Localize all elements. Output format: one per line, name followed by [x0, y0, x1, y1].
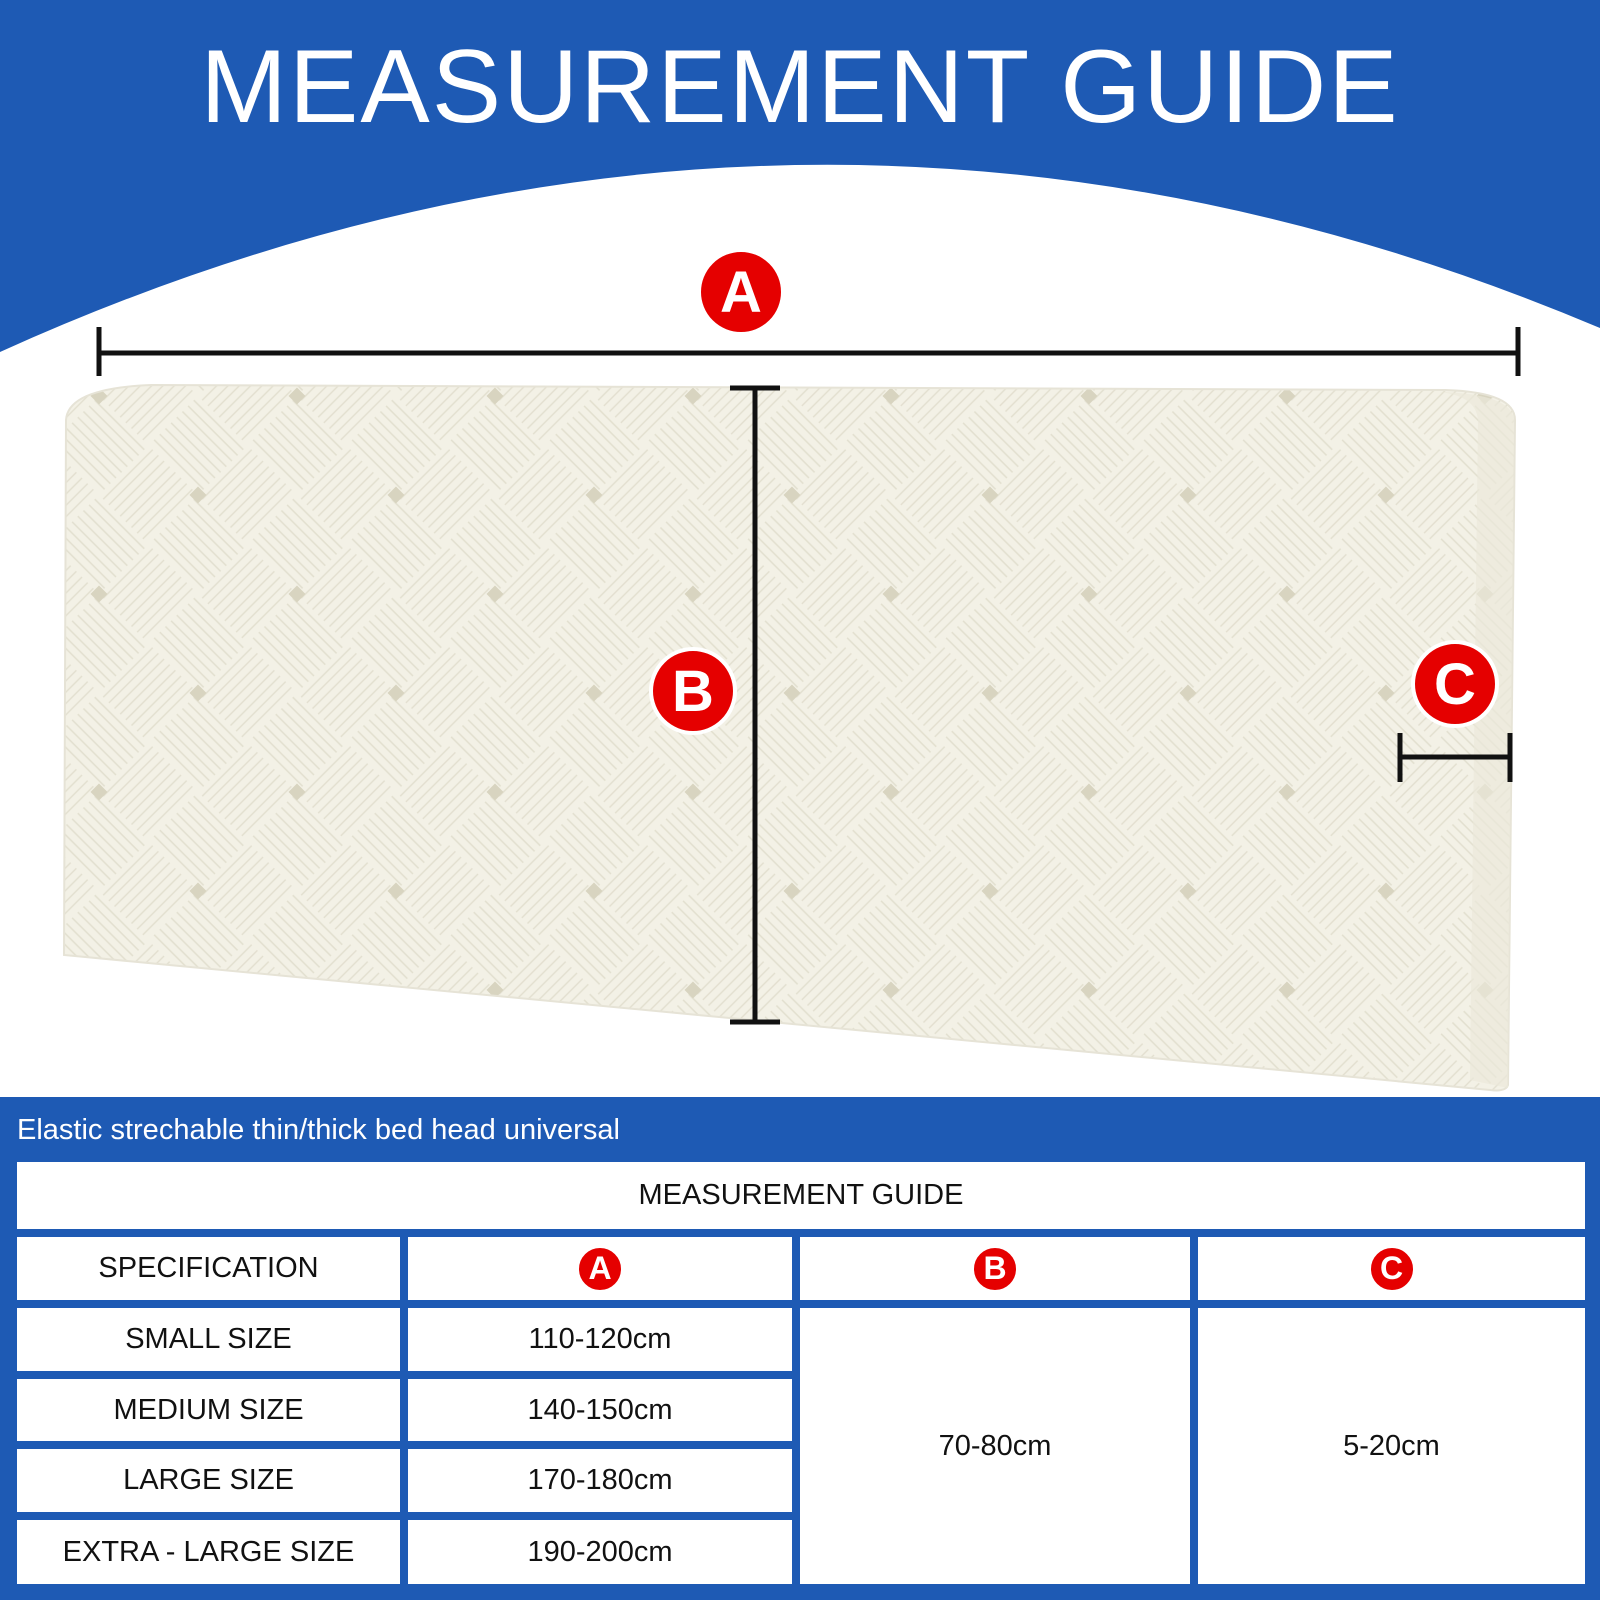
- label-c-badge: C: [1411, 640, 1499, 728]
- row-a-value: 190-200cm: [408, 1520, 792, 1584]
- row-a-value: 170-180cm: [408, 1449, 792, 1512]
- row-size-label: MEDIUM SIZE: [17, 1379, 400, 1441]
- header-b-badge: B: [971, 1245, 1019, 1293]
- header-a-badge: A: [576, 1245, 624, 1293]
- header-specification: SPECIFICATION: [17, 1237, 400, 1300]
- table-title: MEASUREMENT GUIDE: [17, 1162, 1585, 1229]
- row-size-label: SMALL SIZE: [17, 1308, 400, 1371]
- row-a-value: 110-120cm: [408, 1308, 792, 1371]
- dimension-a-line: [99, 327, 1518, 376]
- label-a-badge: A: [697, 248, 785, 336]
- header-c: [1198, 1237, 1585, 1300]
- row-a-value: 140-150cm: [408, 1379, 792, 1441]
- header-b: [800, 1237, 1190, 1300]
- row-size-label: EXTRA - LARGE SIZE: [17, 1520, 400, 1584]
- row-size-label: LARGE SIZE: [17, 1449, 400, 1512]
- b-value-cell: 70-80cm: [800, 1308, 1190, 1584]
- c-value-cell: 5-20cm: [1198, 1308, 1585, 1584]
- header-c-badge: C: [1368, 1245, 1416, 1293]
- headboard-cushion: [64, 385, 1515, 1090]
- header-a: [408, 1237, 792, 1300]
- table-subtitle: Elastic strechable thin/thick bed head universal: [17, 1114, 620, 1146]
- page-title: MEASUREMENT GUIDE: [200, 29, 1400, 145]
- label-b-badge: B: [649, 647, 737, 735]
